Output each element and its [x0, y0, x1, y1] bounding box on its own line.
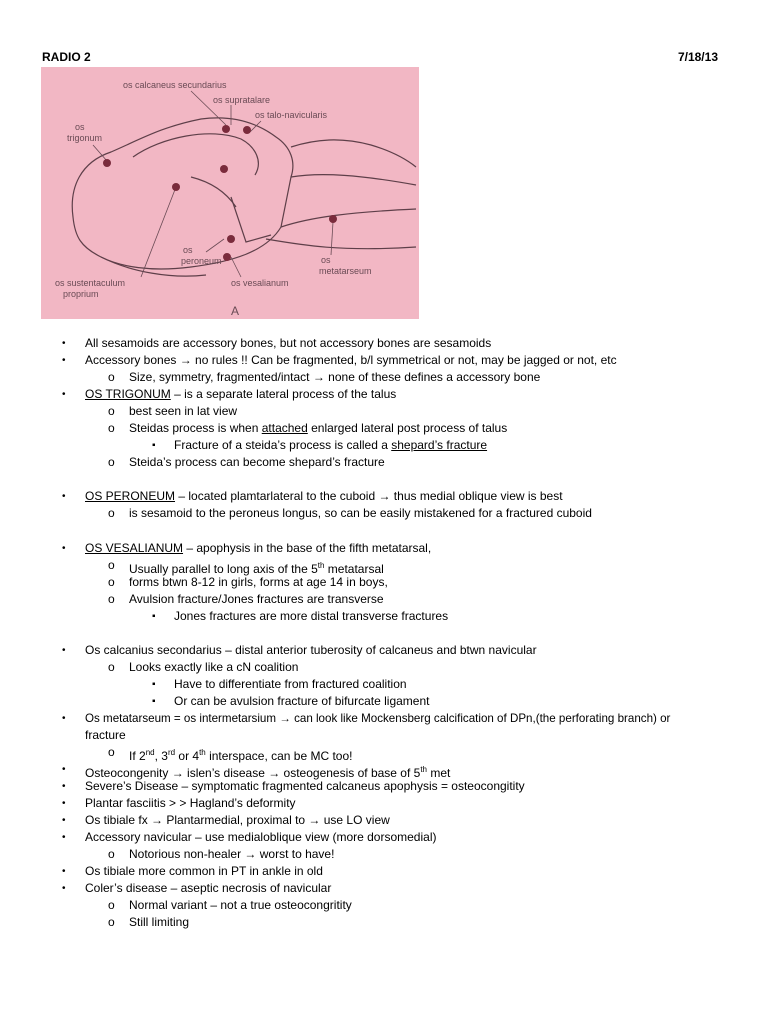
- bullet-marker: •: [62, 883, 66, 894]
- os-talo-navicularis-marker: [243, 126, 251, 134]
- note-line: [85, 489, 563, 504]
- os-calcaneus-secundarius-marker: [222, 125, 230, 133]
- bullet-marker: •: [62, 713, 66, 724]
- note-line: Jones fractures are more distal transverse fractures: [174, 609, 449, 623]
- sub-sub-bullet-marker: ▪: [152, 611, 156, 622]
- note-line: Coler’s disease – aseptic necrosis of navicular: [85, 881, 332, 895]
- sub-bullet-marker: o: [108, 847, 115, 861]
- note-line: Accessory navicular – use medialoblique view (more dorsomedial): [85, 830, 437, 844]
- sub-bullet-marker: o: [108, 455, 115, 469]
- note-line: Notorious non-healer → worst to have!: [129, 847, 335, 861]
- os-sustentaculum-marker: [172, 183, 180, 191]
- os-vesalianum-marker: [223, 253, 231, 261]
- foot-diagram: [41, 67, 419, 319]
- label-sustentaculum-line2: proprium: [63, 289, 99, 299]
- pointer-peroneum: [206, 239, 224, 252]
- note-line: Severe’s Disease – symptomatic fragmented calcaneus apophysis = osteocongitity: [85, 779, 525, 793]
- label-sustentaculum-line1: os sustentaculum: [55, 278, 126, 288]
- label-talo-navicularis: os talo-navicularis: [255, 110, 328, 120]
- note-line: Os tibiale fx → Plantarmedial, proximal to → use LO view: [85, 813, 390, 827]
- os-peroneum-marker: [227, 235, 235, 243]
- label-trigonum-line2: trigonum: [67, 133, 103, 143]
- note-text: interspace, can be MC too!: [205, 749, 353, 763]
- note-line: is sesamoid to the peroneus longus, so can be easily mistakened for a fractured cuboid: [129, 506, 592, 520]
- pointer-sustentaculum: [141, 187, 176, 277]
- metatarsal-upper: [291, 175, 416, 185]
- bullet-marker: •: [62, 491, 66, 502]
- term-os-peroneum: OS PERONEUM: [85, 489, 176, 503]
- note-line: Os metatarseum = os intermetarsium → can look like Mockensberg calcification of DPn,(the perforating branch) or: [85, 712, 671, 725]
- label-vesalianum: os vesalianum: [231, 278, 289, 288]
- note-line: Or can be avulsion fracture of bifurcate ligament: [174, 694, 430, 708]
- term-os-vesalianum: OS VESALIANUM: [85, 541, 184, 555]
- joint-line: [191, 177, 236, 207]
- note-text: Steidas process is when: [129, 421, 262, 435]
- note-line: All sesamoids are accessory bones, but not accessory bones are sesamoids: [85, 336, 492, 350]
- term-shepards-fracture: shepard’s fracture: [391, 438, 488, 452]
- note-line: [85, 387, 396, 402]
- note-text: Osteocongenity → islen’s disease → osteogenesis of base of 5: [85, 766, 421, 780]
- note-text: – located plamtarlateral to the cuboid → thus medial oblique view is best: [175, 489, 563, 503]
- sub-bullet-marker: o: [108, 421, 115, 435]
- bullet-marker: •: [62, 798, 66, 809]
- label-calcaneus-secundarius: os calcaneus secundarius: [123, 80, 227, 90]
- os-trigonum-marker: [103, 159, 111, 167]
- term-attached: attached: [261, 421, 308, 435]
- note-line: Accessory bones → no rules !! Can be fragmented, b/l symmetrical or not, may be jagged or not, etc: [85, 353, 617, 367]
- note-line: Have to differentiate from fractured coalition: [174, 677, 407, 691]
- term-os-trigonum: OS TRIGONUM: [85, 387, 171, 401]
- note-line: Still limiting: [129, 915, 190, 929]
- superscript: nd: [145, 748, 155, 757]
- note-text: enlarged lateral post process of talus: [307, 421, 508, 435]
- note-line: [85, 541, 431, 556]
- note-line: forms btwn 8-12 in girls, forms at age 14 in boys,: [129, 575, 388, 589]
- sub-bullet-marker: o: [108, 592, 115, 606]
- bullet-marker: •: [62, 355, 66, 366]
- metatarsal-mid: [281, 209, 416, 227]
- sub-bullet-marker: o: [108, 404, 115, 418]
- note-line: [129, 421, 507, 436]
- note-line: Os calcanius secondarius – distal anterior tuberosity of calcaneus and btwn navicular: [85, 643, 537, 657]
- bullet-marker: •: [62, 866, 66, 877]
- superscript: th: [317, 561, 325, 570]
- label-peroneum-line2: peroneum: [181, 256, 222, 266]
- bullet-marker: •: [62, 645, 66, 656]
- note-text: or 4: [175, 749, 200, 763]
- bullet-marker: •: [62, 832, 66, 843]
- sub-bullet-marker: o: [108, 915, 115, 929]
- label-metatarseum-line2: metatarseum: [319, 266, 372, 276]
- note-text: – apophysis in the base of the fifth metatarsal,: [183, 541, 432, 555]
- note-line: best seen in lat view: [129, 404, 238, 418]
- sub-bullet-marker: o: [108, 506, 115, 520]
- sub-sub-bullet-marker: ▪: [152, 696, 156, 707]
- sub-bullet-marker: o: [108, 370, 115, 384]
- pointer-metatarseum: [331, 222, 333, 255]
- document-date: 7/18/13: [677, 50, 718, 64]
- cuboid-outline: [231, 197, 271, 242]
- superscript: th: [199, 748, 206, 757]
- note-text: Fracture of a steida’s process is called a: [174, 438, 392, 452]
- note-line: Os tibiale more common in PT in ankle in old: [85, 864, 323, 878]
- label-metatarseum-line1: os: [321, 255, 331, 265]
- label-plate-a: A: [231, 304, 240, 318]
- bullet-marker: •: [62, 764, 66, 775]
- sub-bullet-marker: o: [108, 558, 115, 572]
- note-text: , 3: [154, 749, 168, 763]
- note-line: Steida’s process can become shepard’s fracture: [129, 455, 385, 469]
- superscript: th: [420, 765, 427, 774]
- label-peroneum-line1: os: [183, 245, 193, 255]
- bullet-marker: •: [62, 543, 66, 554]
- note-line: Size, symmetry, fragmented/intact → none of these defines a accessory bone: [129, 370, 541, 384]
- talus-outline: [133, 134, 258, 175]
- bullet-marker: •: [62, 338, 66, 349]
- note-line: [174, 438, 487, 453]
- dorsal-line: [291, 140, 416, 167]
- os-metatarseum-marker: [329, 215, 337, 223]
- metatarsal-lower: [266, 239, 416, 249]
- bullet-marker: •: [62, 389, 66, 400]
- document-title: RADIO 2: [42, 50, 91, 64]
- sub-sub-bullet-marker: ▪: [152, 440, 156, 451]
- sub-bullet-marker: o: [108, 745, 115, 759]
- note-text: – is a separate lateral process of the talus: [170, 387, 397, 401]
- note-line: Avulsion fracture/Jones fractures are transverse: [129, 592, 384, 606]
- superscript: rd: [167, 748, 176, 757]
- sub-sub-bullet-marker: ▪: [152, 679, 156, 690]
- bullet-marker: •: [62, 781, 66, 792]
- pointer-trigonum: [93, 145, 107, 161]
- note-line: Normal variant – not a true osteocongritity: [129, 898, 352, 912]
- pointer-vesalianum: [231, 257, 241, 277]
- note-text: Usually parallel to long axis of the 5: [129, 562, 318, 576]
- note-text: met: [426, 766, 451, 780]
- note-line: Looks exactly like a cN coalition: [129, 660, 299, 674]
- label-trigonum-line1: os: [75, 122, 85, 132]
- sub-bullet-marker: o: [108, 898, 115, 912]
- sub-bullet-marker: o: [108, 660, 115, 674]
- bullet-marker: •: [62, 815, 66, 826]
- note-text: metatarsal: [324, 562, 384, 576]
- os-supratalare-marker: [220, 165, 228, 173]
- sub-bullet-marker: o: [108, 575, 115, 589]
- note-line-continued: fracture: [85, 728, 126, 742]
- note-text: If 2: [129, 749, 146, 763]
- note-line: Plantar fasciitis > > Hagland’s deformity: [85, 796, 296, 810]
- foot-accessory-bones-figure: [41, 67, 419, 319]
- label-supratalare: os supratalare: [213, 95, 271, 105]
